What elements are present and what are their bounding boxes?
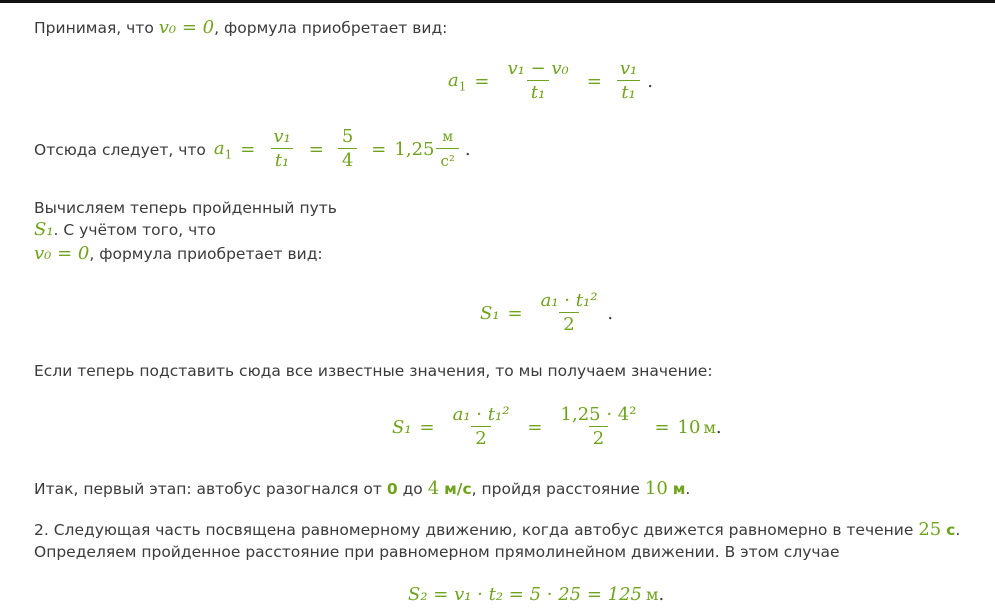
eq1-den2: t₁ <box>617 80 639 105</box>
para-3-line-b <box>34 219 216 241</box>
line5-dist: 10 <box>644 478 668 499</box>
line5-end: . <box>685 480 691 498</box>
eq3-den2: 2 <box>589 426 608 451</box>
para6-line-a-text: 2. Следующая часть посвящена равномерному движению, когда автобус движется равномерно в течение <box>34 521 914 539</box>
para-6-line-a <box>34 519 960 541</box>
line2-fraction-1 <box>269 126 294 173</box>
para6-time-unit: с <box>946 521 956 539</box>
line-1 <box>34 17 447 39</box>
eq4-end: . <box>658 584 665 605</box>
eq3-num1: a₁ · t₁² <box>452 404 510 425</box>
eq3-num2: 1,25 · 4² <box>560 404 637 425</box>
line2-end: . <box>464 139 471 160</box>
eq2-fraction <box>537 290 602 337</box>
line2-prefix: Отсюда следует, что <box>34 140 206 159</box>
eq1-fraction-1 <box>503 58 572 105</box>
eq1-den: t₁ <box>527 80 549 105</box>
equation-2: S₁ = $\frac{\text{a₁ · t₁²}}{2}$ . <box>480 290 614 335</box>
equation-1: $a_1$ = $\frac{\text{v₁ − v₀}}{\text{t₁}}$ = $\frac{\text{v₁}}{\text{t₁}}$ . <box>448 58 653 103</box>
line5-mid2: , пройдя расстояние <box>471 480 640 498</box>
para6-time: 25 <box>918 519 942 540</box>
eq2-num: a₁ · t₁² <box>540 290 598 311</box>
eq3-end: . <box>715 417 722 438</box>
para3-line-c-text: , формула приобретает вид: <box>89 245 323 263</box>
equation-3: S₁ = $\frac{\text{a₁ · t₁²}}{2}$ = $\frac{\text{1,25 · 4²}}{2}$ = 10 м . <box>392 404 722 449</box>
para-6-line-b <box>34 541 840 563</box>
line2-unit <box>436 126 458 173</box>
eq3-den1: 2 <box>471 426 490 451</box>
line-2: Отсюда следует, что $a_1$ = $\frac{\text{v₁}}{\text{t₁}}$ = $\frac{5}{4}$ = 1,25 $\frac{м}{\text{с²}}$ . <box>34 126 471 171</box>
line2-num1: v₁ <box>273 126 291 147</box>
eq3-result: 10 <box>677 417 701 438</box>
line1-suffix: , формула приобретает вид: <box>214 19 448 37</box>
line5-mid: до <box>402 480 423 498</box>
eq3-fraction-2 <box>557 404 641 451</box>
line1-condition: v₀ = 0 <box>158 17 215 38</box>
eq1-num2: v₁ <box>619 58 638 79</box>
eq3-lhs: S₁ <box>392 417 412 438</box>
line2-fraction-2 <box>338 126 357 173</box>
equation-4 <box>408 584 664 605</box>
eq1-end: . <box>647 71 653 92</box>
line5-v1-unit: м/с <box>444 480 472 498</box>
line1-prefix: Принимая, что <box>34 19 154 37</box>
eq3-unit: м <box>703 418 716 437</box>
line2-lhs: $a_1$ <box>213 137 233 162</box>
line2-den1: t₁ <box>271 148 293 173</box>
line2-unit-num: м <box>442 129 454 145</box>
line2-unit-den: с² <box>436 148 458 173</box>
eq4-text: S₂ = v₁ · t₂ = 5 · 25 = 125 <box>408 584 642 605</box>
eq2-end: . <box>607 303 614 324</box>
para3-condition: v₀ = 0 <box>34 243 90 264</box>
para6-line-b-text: Определяем пройденное расстояние при равномерном прямолинейном движении. В этом случае <box>34 543 840 561</box>
para-3-line-a <box>34 197 337 219</box>
eq3-fraction-1 <box>449 404 514 451</box>
line2-value: 1,25 <box>394 139 435 160</box>
eq4-unit: м <box>646 585 659 604</box>
line4-text: Если теперь подставить сюда все известные значения, то мы получаем значение: <box>34 362 713 380</box>
line5-prefix: Итак, первый этап: автобус разогнался от <box>34 480 382 498</box>
para3-symbol: S₁ <box>34 219 54 240</box>
eq1-lhs: $a_1$ <box>448 69 467 94</box>
line-4 <box>34 360 713 382</box>
line5-v1: 4 <box>427 478 440 499</box>
eq2-lhs: S₁ <box>480 303 500 324</box>
eq1-fraction-2 <box>616 58 641 105</box>
para6-line-a-end: . <box>955 521 961 539</box>
line5-v0: 0 <box>386 480 398 498</box>
eq1-num: v₁ − v₀ <box>507 58 569 79</box>
line2-num2: 5 <box>341 126 354 147</box>
eq2-den: 2 <box>559 312 578 337</box>
para-3-line-c <box>34 243 323 265</box>
top-border <box>0 0 995 3</box>
para3-line-a-text: Вычисляем теперь пройденный путь <box>34 199 337 217</box>
line-5 <box>34 478 690 500</box>
para3-line-b-text: . С учётом того, что <box>53 221 216 239</box>
line5-dist-unit: м <box>672 480 686 498</box>
line2-den2: 4 <box>338 148 357 173</box>
